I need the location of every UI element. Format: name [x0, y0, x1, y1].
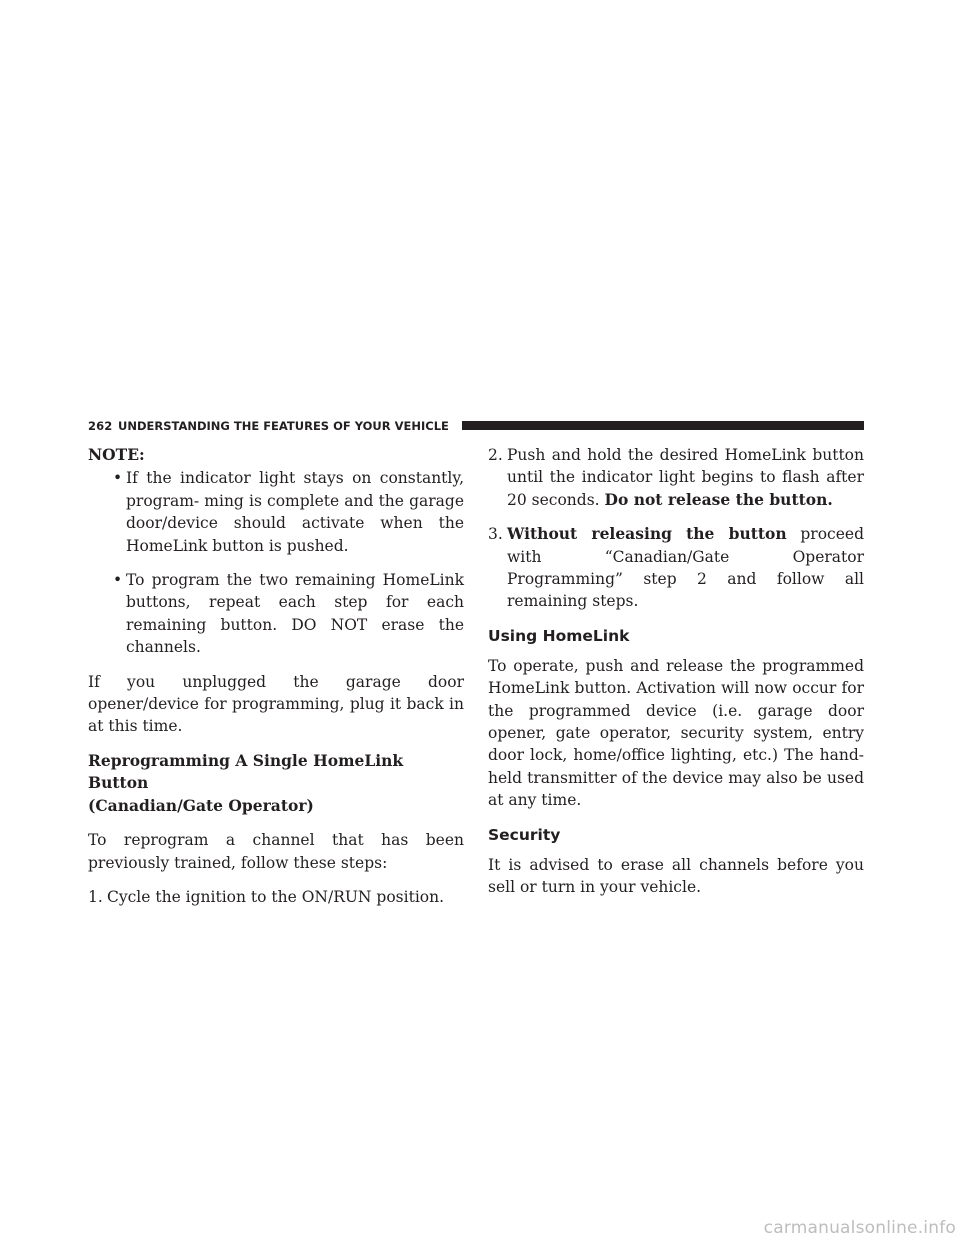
- reprogram-paragraph: To reprogram a channel that has been previously trained, follow these steps:: [88, 831, 464, 872]
- security-heading: Security: [488, 825, 561, 844]
- subheading-line-2: (Canadian/Gate Operator): [88, 795, 314, 815]
- step-emphasis: Without releasing the button: [507, 524, 787, 544]
- page-header: [88, 418, 864, 434]
- step-text: proceed with “Canadian/Gate Operator Programming” step 2 and follow all remaining steps.: [507, 525, 864, 611]
- using-homelink-paragraph: To operate, push and release the programmed HomeLink button. Activation will now occur for the programmed device (i.e. garage door opener, gate operator, security system, entry door lock, home/office lighting, etc.) The hand-held transmitter of the device may also be used at any time.: [488, 656, 864, 810]
- page-number: 262: [88, 419, 113, 433]
- left-column: [88, 444, 464, 920]
- step-number: 3.: [488, 525, 503, 544]
- right-column: [488, 444, 864, 911]
- step-1: [88, 886, 464, 908]
- step-warning: Do not release the button.: [604, 489, 833, 509]
- bullet-icon: •: [113, 469, 123, 488]
- using-homelink-heading: Using HomeLink: [488, 626, 630, 645]
- step-3: [488, 523, 864, 613]
- step-text: Cycle the ignition to the ON/RUN position.: [107, 887, 445, 906]
- unplugged-paragraph: If you unplugged the garage door opener/device for programming, plug it back in at this time.: [88, 672, 464, 736]
- bullet-icon: •: [113, 571, 123, 590]
- watermark: carmanualsonline.info: [763, 1218, 956, 1238]
- header-rule: [462, 421, 864, 430]
- reprogramming-subheading: [88, 750, 464, 817]
- step-text: Push and hold the desired HomeLink button until the indicator light begins to flash after 20 seconds.: [507, 446, 864, 509]
- subheading-line-1: Reprogramming A Single HomeLink Button: [88, 750, 404, 793]
- step-2: [488, 444, 864, 511]
- security-paragraph: It is advised to erase all channels before you sell or turn in your vehicle.: [488, 855, 864, 897]
- note-bullet: [88, 467, 464, 557]
- section-title: UNDERSTANDING THE FEATURES OF YOUR VEHICLE: [118, 419, 449, 433]
- bullet-text: To program the two remaining HomeLink buttons, repeat each step for each remaining button. DO NOT erase the channels.: [126, 571, 464, 657]
- bullet-text: If the indicator light stays on constantly, program- ming is complete and the garage door/device should activate when the HomeLink button is pushed.: [126, 469, 464, 555]
- note-label: NOTE:: [88, 445, 145, 464]
- step-number: 1.: [88, 887, 103, 906]
- note-bullet: [88, 569, 464, 659]
- step-number: 2.: [488, 446, 503, 464]
